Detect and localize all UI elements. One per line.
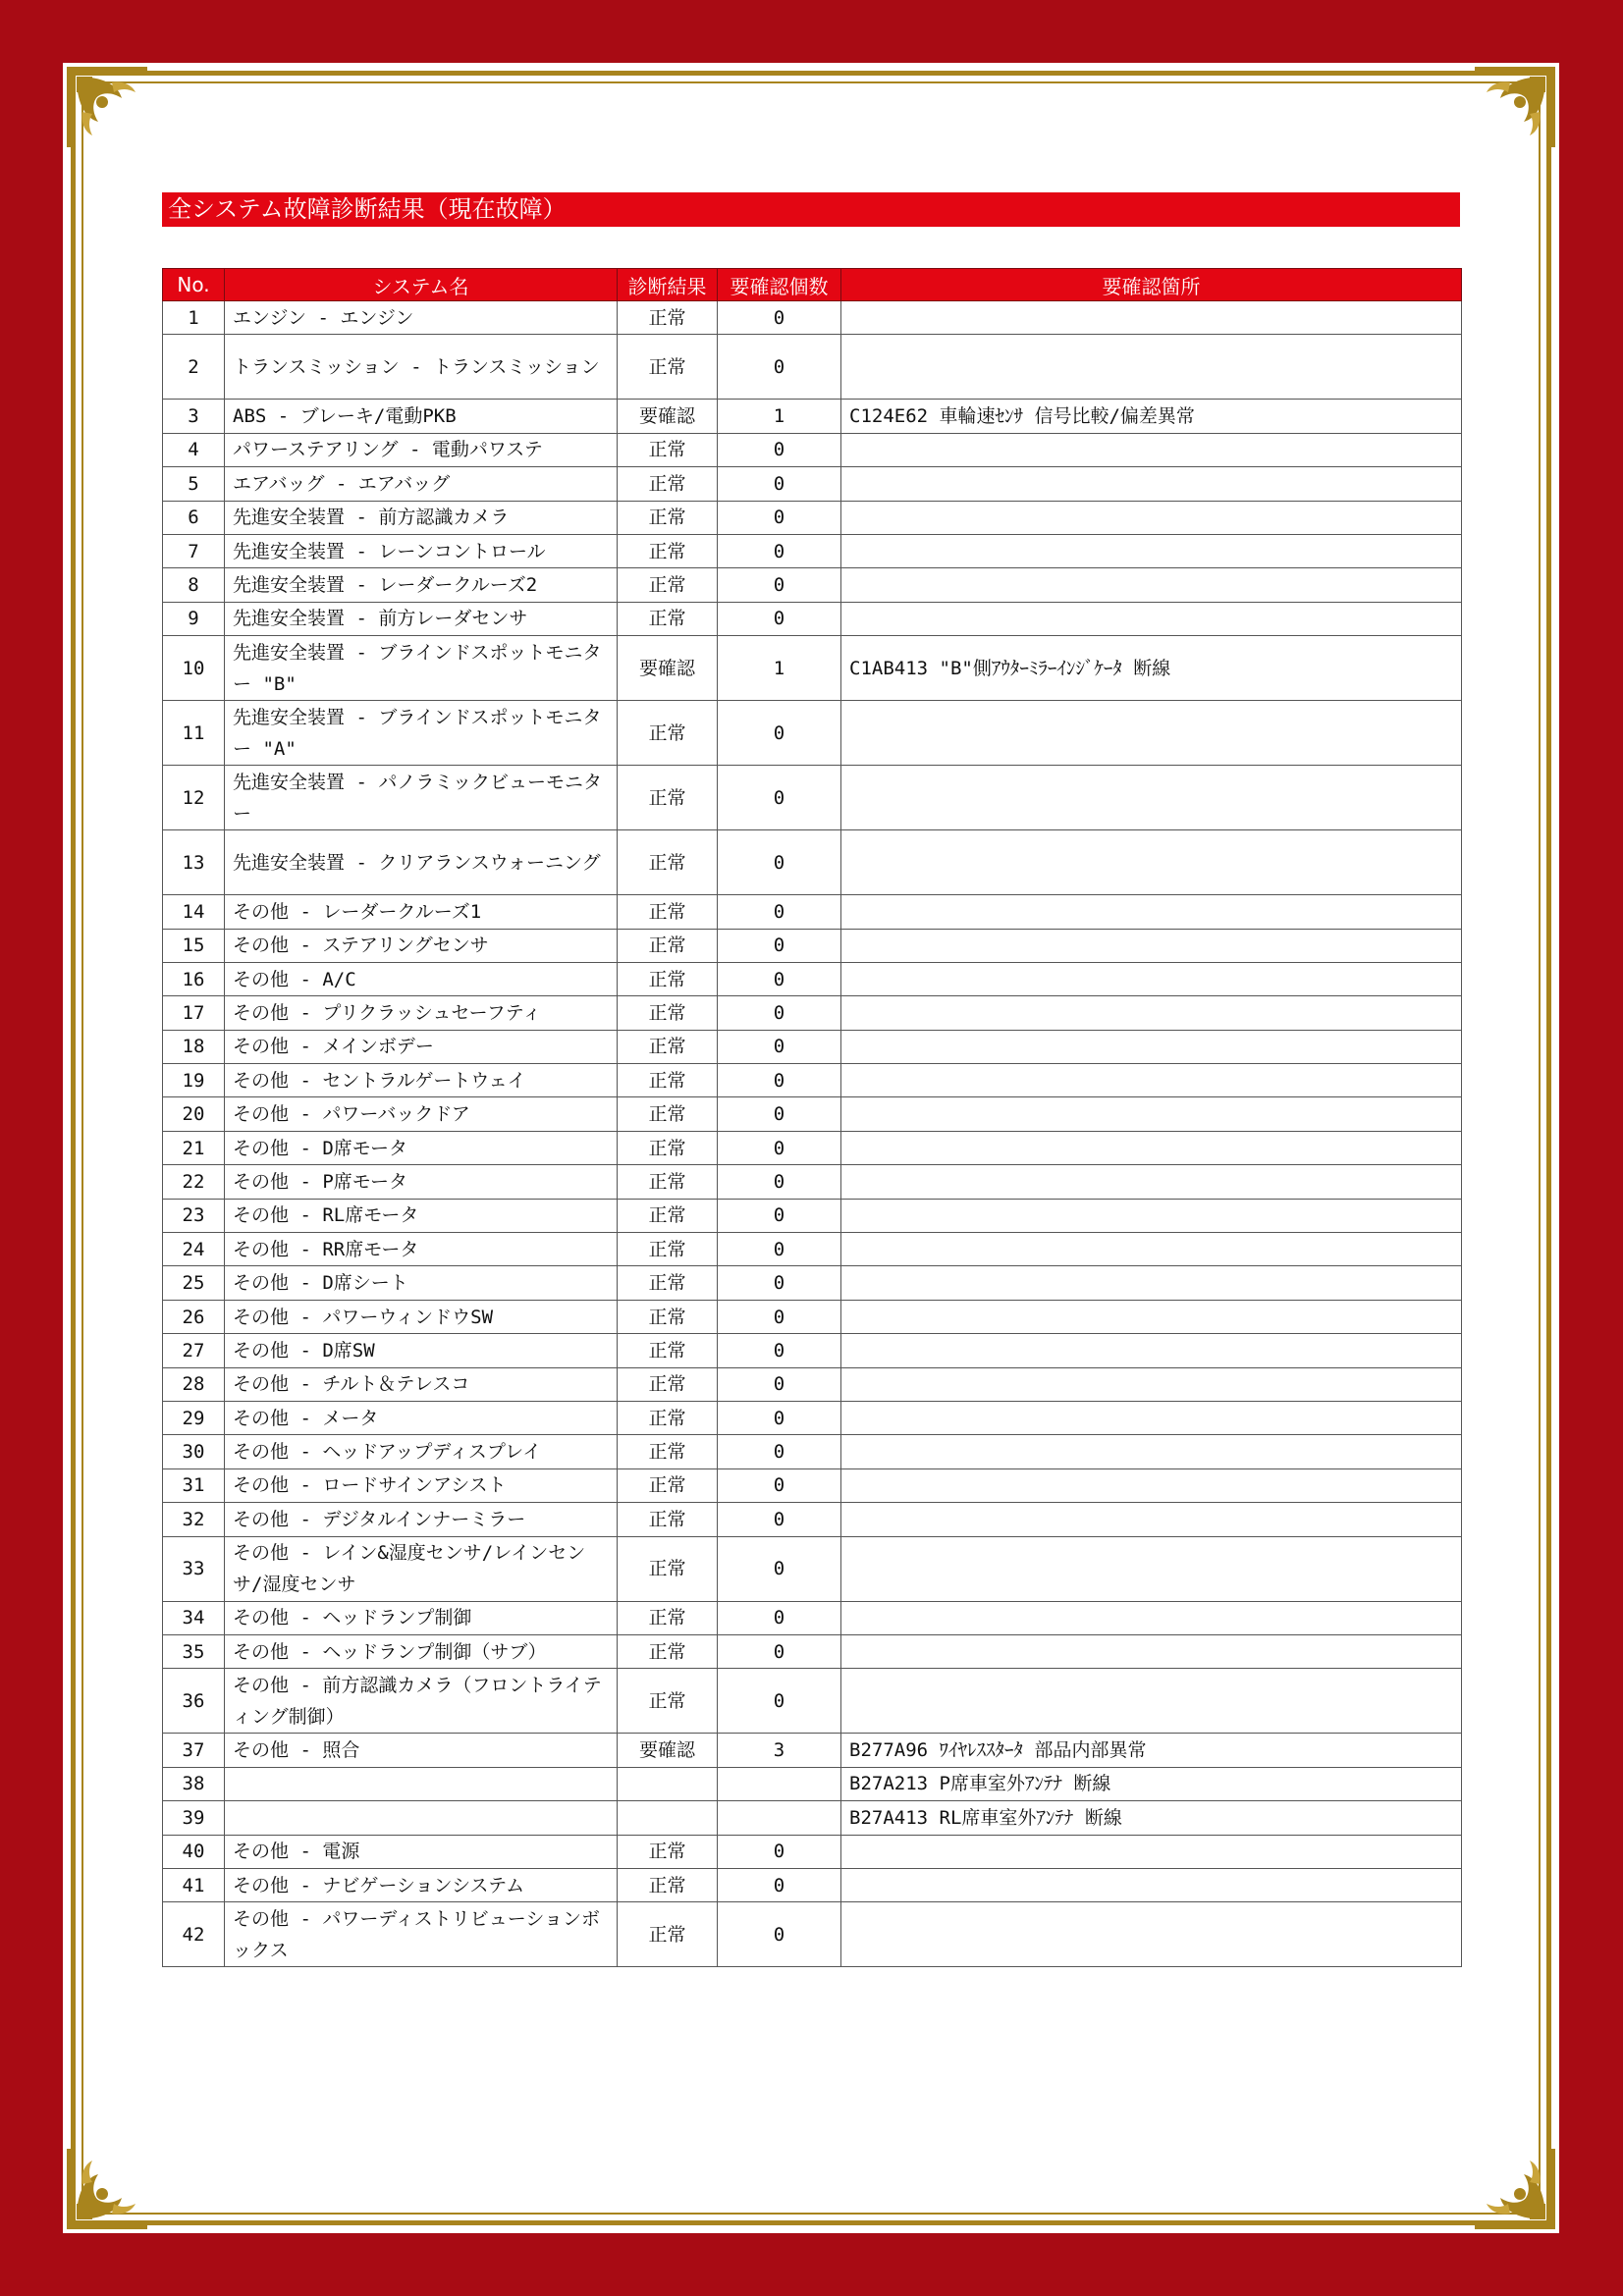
row-number: 20	[163, 1097, 225, 1131]
system-name: 先進安全装置 - クリアランスウォーニング	[225, 830, 618, 895]
system-name: その他 - RR席モータ	[225, 1233, 618, 1266]
check-count	[718, 1801, 841, 1835]
diagnosis-table	[162, 268, 1462, 1967]
header-detail: 要確認箇所	[841, 269, 1462, 301]
check-count: 0	[718, 1165, 841, 1199]
diagnosis-result: 正常	[618, 602, 718, 635]
table-row	[163, 1199, 1462, 1232]
diagnosis-result: 正常	[618, 996, 718, 1030]
row-number: 33	[163, 1536, 225, 1601]
header-no: No.	[163, 269, 225, 301]
system-name: その他 - P席モータ	[225, 1165, 618, 1199]
check-count: 0	[718, 1468, 841, 1502]
diagnosis-result: 正常	[618, 1199, 718, 1232]
row-number: 29	[163, 1401, 225, 1434]
system-name: エンジン - エンジン	[225, 301, 618, 335]
table-row	[163, 1868, 1462, 1901]
check-location: B27A413 RL席車室外ｱﾝﾃﾅ 断線	[841, 1801, 1462, 1835]
check-count: 0	[718, 1030, 841, 1063]
row-number: 11	[163, 701, 225, 766]
row-number: 19	[163, 1064, 225, 1097]
diagnosis-result: 正常	[618, 895, 718, 929]
corner-ornament-icon	[1471, 63, 1559, 151]
check-count: 0	[718, 301, 841, 335]
row-number: 21	[163, 1131, 225, 1164]
table-row	[163, 1468, 1462, 1502]
check-count: 0	[718, 962, 841, 995]
check-count: 0	[718, 1601, 841, 1634]
table-row	[163, 1233, 1462, 1266]
check-count: 0	[718, 602, 841, 635]
check-count: 0	[718, 1367, 841, 1401]
check-count: 0	[718, 701, 841, 766]
check-location	[841, 1266, 1462, 1300]
diagnosis-result: 正常	[618, 1634, 718, 1668]
system-name: その他 - 照合	[225, 1734, 618, 1767]
check-location: C1AB413 "B"側ｱｳﾀｰﾐﾗｰｲﾝｼﾞｹｰﾀ 断線	[841, 636, 1462, 701]
check-count: 3	[718, 1734, 841, 1767]
check-count: 0	[718, 1266, 841, 1300]
diagnosis-result: 正常	[618, 301, 718, 335]
check-count: 0	[718, 1902, 841, 1967]
check-location	[841, 1401, 1462, 1434]
table-row	[163, 1435, 1462, 1468]
diagnosis-result: 正常	[618, 1401, 718, 1434]
check-count: 0	[718, 929, 841, 962]
check-location	[841, 602, 1462, 635]
check-count: 0	[718, 568, 841, 602]
check-count: 0	[718, 501, 841, 534]
check-location: B27A213 P席車室外ｱﾝﾃﾅ 断線	[841, 1767, 1462, 1800]
row-number: 35	[163, 1634, 225, 1668]
diagnosis-result: 正常	[618, 1468, 718, 1502]
check-location	[841, 1835, 1462, 1868]
table-row	[163, 467, 1462, 501]
check-count: 0	[718, 1435, 841, 1468]
header-system: システム名	[225, 269, 618, 301]
table-row	[163, 962, 1462, 995]
diagnosis-result: 要確認	[618, 636, 718, 701]
table-row	[163, 1601, 1462, 1634]
check-count: 0	[718, 467, 841, 501]
check-count: 1	[718, 636, 841, 701]
diagnosis-result: 正常	[618, 1536, 718, 1601]
system-name: 先進安全装置 - 前方認識カメラ	[225, 501, 618, 534]
table-row	[163, 1300, 1462, 1333]
system-name: その他 - デジタルインナーミラー	[225, 1503, 618, 1536]
table-row	[163, 1801, 1462, 1835]
row-number: 14	[163, 895, 225, 929]
check-count: 0	[718, 1064, 841, 1097]
system-name: その他 - ヘッドランプ制御（サブ）	[225, 1634, 618, 1668]
diagnosis-result: 正常	[618, 1233, 718, 1266]
system-name: その他 - パワーバックドア	[225, 1097, 618, 1131]
check-count: 0	[718, 1131, 841, 1164]
system-name: その他 - セントラルゲートウェイ	[225, 1064, 618, 1097]
system-name: パワーステアリング - 電動パワステ	[225, 433, 618, 466]
section-title: 全システム故障診断結果（現在故障）	[162, 192, 1460, 227]
table-row	[163, 1767, 1462, 1800]
check-location	[841, 962, 1462, 995]
check-count: 0	[718, 830, 841, 895]
diagnosis-result: 正常	[618, 1669, 718, 1734]
corner-ornament-icon	[63, 2145, 151, 2233]
check-count: 0	[718, 433, 841, 466]
diagnosis-result	[618, 1801, 718, 1835]
system-name: その他 - ヘッドランプ制御	[225, 1601, 618, 1634]
check-count: 0	[718, 1199, 841, 1232]
table-row	[163, 1266, 1462, 1300]
diagnosis-result: 正常	[618, 1334, 718, 1367]
system-name: エアバッグ - エアバッグ	[225, 467, 618, 501]
system-name: トランスミッション - トランスミッション	[225, 335, 618, 400]
diagnosis-result: 正常	[618, 929, 718, 962]
diagnosis-result: 正常	[618, 1902, 718, 1967]
table-row	[163, 400, 1462, 433]
diagnosis-result: 正常	[618, 962, 718, 995]
check-location	[841, 996, 1462, 1030]
check-count: 0	[718, 1401, 841, 1434]
row-number: 40	[163, 1835, 225, 1868]
check-location	[841, 1097, 1462, 1131]
table-row	[163, 766, 1462, 830]
diagnosis-result: 正常	[618, 501, 718, 534]
system-name: その他 - プリクラッシュセーフティ	[225, 996, 618, 1030]
system-name: 先進安全装置 - ブラインドスポットモニター "B"	[225, 636, 618, 701]
check-location	[841, 1468, 1462, 1502]
diagnosis-result: 正常	[618, 467, 718, 501]
row-number: 24	[163, 1233, 225, 1266]
system-name: その他 - 前方認識カメラ（フロントライティング制御）	[225, 1669, 618, 1734]
system-name: 先進安全装置 - パノラミックビューモニター	[225, 766, 618, 830]
diagnosis-result: 正常	[618, 1835, 718, 1868]
check-location	[841, 1669, 1462, 1734]
table-row	[163, 1401, 1462, 1434]
table-row	[163, 1536, 1462, 1601]
row-number: 10	[163, 636, 225, 701]
header-result: 診断結果	[618, 269, 718, 301]
row-number: 26	[163, 1300, 225, 1333]
diagnosis-result: 正常	[618, 1503, 718, 1536]
table-row	[163, 1902, 1462, 1967]
check-count: 0	[718, 1536, 841, 1601]
table-row	[163, 602, 1462, 635]
table-row	[163, 335, 1462, 400]
diagnosis-result: 正常	[618, 568, 718, 602]
system-name: 先進安全装置 - ブラインドスポットモニター "A"	[225, 701, 618, 766]
check-location	[841, 1300, 1462, 1333]
system-name: その他 - チルト＆テレスコ	[225, 1367, 618, 1401]
check-count: 0	[718, 1300, 841, 1333]
system-name: その他 - D席モータ	[225, 1131, 618, 1164]
system-name: その他 - レイン&湿度センサ/レインセンサ/湿度センサ	[225, 1536, 618, 1601]
table-row	[163, 636, 1462, 701]
check-location	[841, 1536, 1462, 1601]
row-number: 39	[163, 1801, 225, 1835]
system-name: 先進安全装置 - レーンコントロール	[225, 534, 618, 567]
check-count: 0	[718, 1634, 841, 1668]
check-count: 0	[718, 895, 841, 929]
diagnosis-result: 正常	[618, 1165, 718, 1199]
check-count: 0	[718, 1503, 841, 1536]
diagnosis-result: 正常	[618, 1266, 718, 1300]
row-number: 16	[163, 962, 225, 995]
system-name: その他 - メータ	[225, 1401, 618, 1434]
check-location	[841, 467, 1462, 501]
check-count: 0	[718, 1835, 841, 1868]
check-location	[841, 830, 1462, 895]
check-location	[841, 568, 1462, 602]
system-name: その他 - 電源	[225, 1835, 618, 1868]
diagnosis-result: 正常	[618, 335, 718, 400]
system-name: その他 - D席シート	[225, 1266, 618, 1300]
diagnosis-result: 正常	[618, 830, 718, 895]
check-location	[841, 1601, 1462, 1634]
row-number: 12	[163, 766, 225, 830]
check-count: 0	[718, 534, 841, 567]
table-row	[163, 1030, 1462, 1063]
row-number: 17	[163, 996, 225, 1030]
system-name: その他 - D席SW	[225, 1334, 618, 1367]
row-number: 23	[163, 1199, 225, 1232]
check-count	[718, 1767, 841, 1800]
check-count: 0	[718, 1097, 841, 1131]
row-number: 25	[163, 1266, 225, 1300]
check-count: 0	[718, 766, 841, 830]
system-name: その他 - パワーディストリビューションボックス	[225, 1902, 618, 1967]
table-row	[163, 1334, 1462, 1367]
check-location	[841, 1503, 1462, 1536]
diagnosis-result: 正常	[618, 1435, 718, 1468]
row-number: 15	[163, 929, 225, 962]
diagnosis-result: 正常	[618, 534, 718, 567]
table-row	[163, 1503, 1462, 1536]
row-number: 22	[163, 1165, 225, 1199]
row-number: 42	[163, 1902, 225, 1967]
table-body	[163, 301, 1462, 1967]
check-count: 0	[718, 1233, 841, 1266]
corner-ornament-icon	[1471, 2145, 1559, 2233]
table-row	[163, 996, 1462, 1030]
table-row	[163, 568, 1462, 602]
system-name: その他 - ナビゲーションシステム	[225, 1868, 618, 1901]
table-row	[163, 1734, 1462, 1767]
header-count: 要確認個数	[718, 269, 841, 301]
table-row	[163, 501, 1462, 534]
row-number: 18	[163, 1030, 225, 1063]
system-name: その他 - ステアリングセンサ	[225, 929, 618, 962]
check-count: 1	[718, 400, 841, 433]
check-location	[841, 1902, 1462, 1967]
diagnosis-result: 正常	[618, 1131, 718, 1164]
table-row	[163, 301, 1462, 335]
check-location	[841, 895, 1462, 929]
table-row	[163, 1165, 1462, 1199]
check-count: 0	[718, 1669, 841, 1734]
row-number: 5	[163, 467, 225, 501]
check-location	[841, 1030, 1462, 1063]
row-number: 41	[163, 1868, 225, 1901]
check-location	[841, 1233, 1462, 1266]
diagnosis-result: 正常	[618, 766, 718, 830]
check-location	[841, 1199, 1462, 1232]
check-location	[841, 301, 1462, 335]
check-count: 0	[718, 1868, 841, 1901]
table-row	[163, 1064, 1462, 1097]
check-location: B277A96 ﾜｲﾔﾚｽｽﾀｰﾀ 部品内部異常	[841, 1734, 1462, 1767]
system-name: その他 - ヘッドアップディスプレイ	[225, 1435, 618, 1468]
check-location: C124E62 車輪速ｾﾝｻ 信号比較/偏差異常	[841, 400, 1462, 433]
row-number: 7	[163, 534, 225, 567]
diagnosis-result: 正常	[618, 701, 718, 766]
table-row	[163, 433, 1462, 466]
table-row	[163, 1669, 1462, 1734]
table-row	[163, 701, 1462, 766]
system-name: その他 - メインボデー	[225, 1030, 618, 1063]
check-location	[841, 335, 1462, 400]
check-location	[841, 1634, 1462, 1668]
diagnosis-result: 正常	[618, 1367, 718, 1401]
system-name: 先進安全装置 - レーダークルーズ2	[225, 568, 618, 602]
diagnosis-result: 正常	[618, 1064, 718, 1097]
table-row	[163, 830, 1462, 895]
diagnosis-result: 正常	[618, 1601, 718, 1634]
row-number: 32	[163, 1503, 225, 1536]
check-location	[841, 1868, 1462, 1901]
row-number: 28	[163, 1367, 225, 1401]
check-location	[841, 534, 1462, 567]
check-location	[841, 766, 1462, 830]
table-row	[163, 1131, 1462, 1164]
row-number: 37	[163, 1734, 225, 1767]
row-number: 13	[163, 830, 225, 895]
diagnosis-result	[618, 1767, 718, 1800]
check-location	[841, 1165, 1462, 1199]
check-location	[841, 1435, 1462, 1468]
row-number: 36	[163, 1669, 225, 1734]
diagnosis-result: 要確認	[618, 400, 718, 433]
system-name: ABS - ブレーキ/電動PKB	[225, 400, 618, 433]
check-count: 0	[718, 1334, 841, 1367]
diagnosis-result: 正常	[618, 1868, 718, 1901]
check-location	[841, 501, 1462, 534]
system-name: その他 - レーダークルーズ1	[225, 895, 618, 929]
check-location	[841, 1334, 1462, 1367]
check-location	[841, 433, 1462, 466]
table-row	[163, 1367, 1462, 1401]
row-number: 6	[163, 501, 225, 534]
row-number: 38	[163, 1767, 225, 1800]
row-number: 1	[163, 301, 225, 335]
check-location	[841, 929, 1462, 962]
diagnosis-result: 正常	[618, 433, 718, 466]
row-number: 9	[163, 602, 225, 635]
diagnosis-result: 正常	[618, 1300, 718, 1333]
system-name: 先進安全装置 - 前方レーダセンサ	[225, 602, 618, 635]
system-name	[225, 1801, 618, 1835]
system-name	[225, 1767, 618, 1800]
system-name: その他 - パワーウィンドウSW	[225, 1300, 618, 1333]
check-location	[841, 701, 1462, 766]
table-row	[163, 1634, 1462, 1668]
system-name: その他 - ロードサインアシスト	[225, 1468, 618, 1502]
diagnosis-result: 要確認	[618, 1734, 718, 1767]
row-number: 8	[163, 568, 225, 602]
check-location	[841, 1064, 1462, 1097]
row-number: 31	[163, 1468, 225, 1502]
check-location	[841, 1131, 1462, 1164]
row-number: 34	[163, 1601, 225, 1634]
row-number: 27	[163, 1334, 225, 1367]
check-location	[841, 1367, 1462, 1401]
row-number: 30	[163, 1435, 225, 1468]
check-count: 0	[718, 996, 841, 1030]
report-page	[63, 63, 1559, 2233]
corner-ornament-icon	[63, 63, 151, 151]
table-row	[163, 1097, 1462, 1131]
table-header-row	[163, 269, 1462, 301]
table-row	[163, 534, 1462, 567]
diagnosis-result: 正常	[618, 1030, 718, 1063]
system-name: その他 - RL席モータ	[225, 1199, 618, 1232]
table-row	[163, 929, 1462, 962]
table-row	[163, 895, 1462, 929]
check-count: 0	[718, 335, 841, 400]
system-name: その他 - A/C	[225, 962, 618, 995]
row-number: 4	[163, 433, 225, 466]
diagnosis-result: 正常	[618, 1097, 718, 1131]
table-row	[163, 1835, 1462, 1868]
row-number: 2	[163, 335, 225, 400]
row-number: 3	[163, 400, 225, 433]
